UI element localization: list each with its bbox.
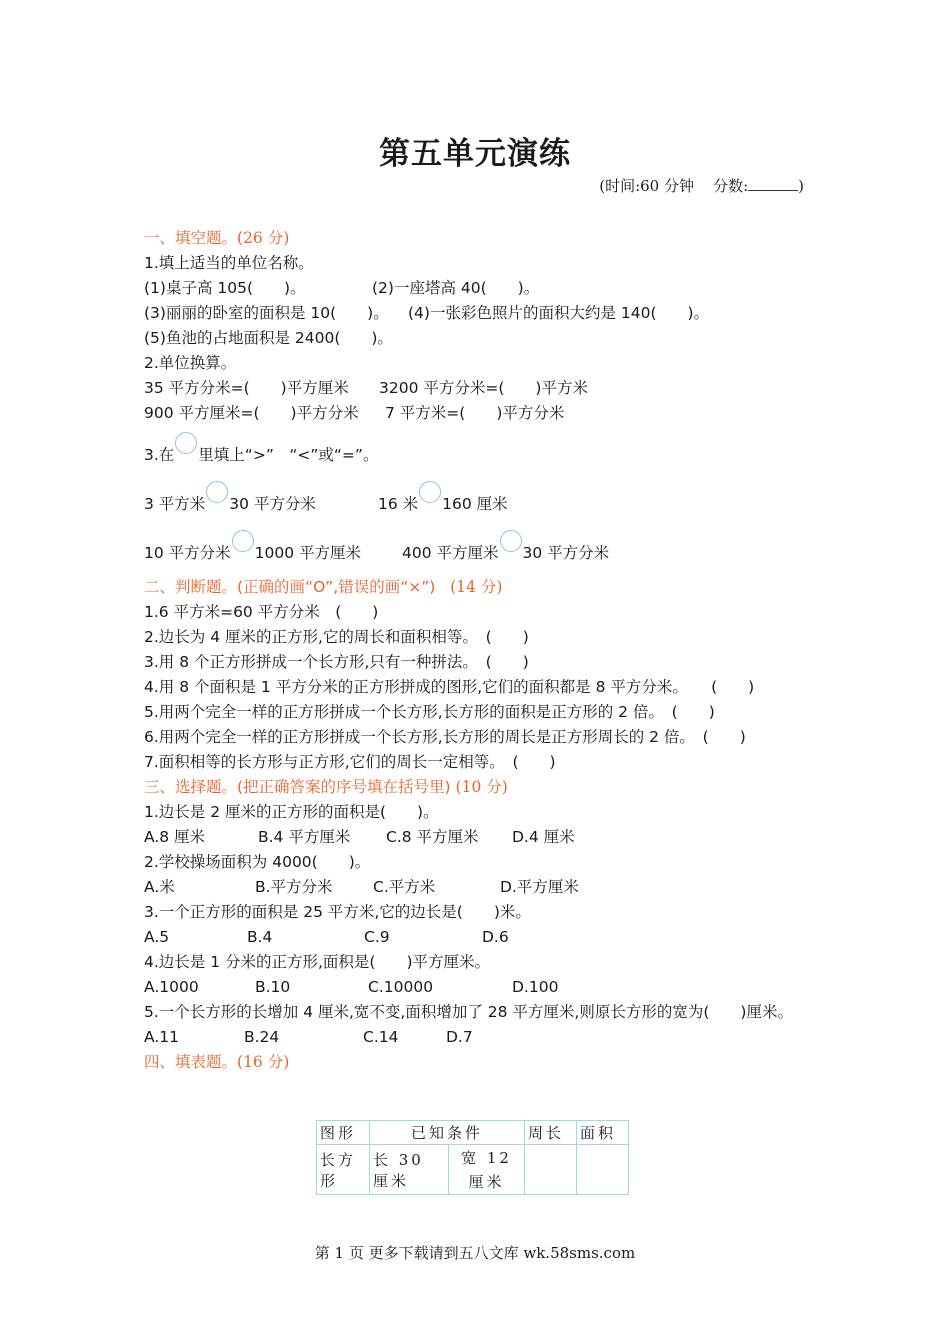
s1-q3: 3.在 里填上“>” “<”或“=”。 <box>144 432 824 457</box>
s3-q4-options <box>144 975 824 1000</box>
table-header: 已知条件 <box>370 1121 525 1145</box>
s2-item: 6.用两个完全一样的正方形拼成一个长方形,长方形的周长是正方形周长的 2 倍。 ( ) <box>144 728 746 746</box>
s2-item: 7.面积相等的长方形与正方形,它们的周长一定相等。 ( ) <box>144 753 556 771</box>
compare3-circle[interactable] <box>232 530 254 552</box>
table-header: 面积 <box>577 1121 629 1145</box>
score-blank[interactable] <box>748 176 798 191</box>
s3-q2-options <box>144 875 824 900</box>
meta-close: ) <box>798 177 804 195</box>
s1-q1-2: (2)一座塔高 40( )。 <box>372 279 540 297</box>
option: D.4 厘米 <box>512 828 575 846</box>
s1-q1-1: (1)桌子高 105( )。 <box>144 279 306 297</box>
page-title: 第五单元演练 <box>379 136 571 172</box>
section3-heading: 三、选择题。(把正确答案的序号填在括号里) (10 分) <box>144 778 508 796</box>
worksheet-content <box>144 226 824 1075</box>
s1-q2-row1 <box>144 376 824 401</box>
s3-q3-options <box>144 925 824 950</box>
compare1-circle[interactable] <box>206 481 228 503</box>
option: A.5 <box>144 928 170 946</box>
option: B.10 <box>255 978 291 996</box>
page-footer: 第 1 页 更多下载请到五八文库 wk.58sms.com <box>314 1244 636 1262</box>
perimeter-cell[interactable] <box>525 1145 577 1195</box>
s1-q1: 1.填上适当的单位名称。 <box>144 254 314 272</box>
s3-q2: 2.学校操场面积为 4000( )。 <box>144 853 371 871</box>
s1-compare-row2 <box>144 530 824 562</box>
s1-q1-3: (3)丽丽的卧室的面积是 10( )。 <box>144 304 389 322</box>
s1-q1-row1 <box>144 276 824 301</box>
section1-heading: 一、填空题。(26 分) <box>144 229 290 247</box>
section2-heading: 二、判断题。(正确的画“Ο”,错误的画“×”) (14 分) <box>144 578 503 596</box>
compare4-right: 30 平方分米 <box>522 544 610 562</box>
fill-table <box>316 1120 629 1195</box>
option: A.1000 <box>144 978 199 996</box>
s2-item: 4.用 8 个面积是 1 平方分米的正方形拼成的图形,它们的面积都是 8 平方分米。 ( ) <box>144 678 755 696</box>
option: A.11 <box>144 1028 179 1046</box>
s1-compare-row1 <box>144 481 824 513</box>
s3-q4: 4.边长是 1 分米的正方形,面积是( )平方厘米。 <box>144 953 491 971</box>
s1-q2-4: 7 平方米=( )平方分米 <box>385 404 565 422</box>
s2-item: 1.6 平方米=60 平方分米 ( ) <box>144 603 379 621</box>
option: D.6 <box>482 928 509 946</box>
time-label: (时间:60 分钟 <box>599 177 694 195</box>
option: A.8 厘米 <box>144 828 206 846</box>
s1-q2-row2 <box>144 401 824 426</box>
s1-q1-row2 <box>144 301 824 326</box>
s2-item: 3.用 8 个正方形拼成一个长方形,只有一种拼法。 ( ) <box>144 653 529 671</box>
s3-q5-options <box>144 1025 824 1050</box>
s1-q2-1: 35 平方分米=( )平方厘米 <box>144 379 349 397</box>
compare2-left: 16 米 <box>378 495 419 513</box>
table-cell: 长方形 <box>317 1145 370 1195</box>
s1-q2-3: 900 平方厘米=( )平方分米 <box>144 404 359 422</box>
table-cell: 长 30 厘米 <box>370 1145 449 1195</box>
s1-q2: 2.单位换算。 <box>144 354 237 372</box>
option: D.平方厘米 <box>500 878 579 896</box>
table-header-row <box>317 1121 629 1145</box>
option: A.米 <box>144 878 175 896</box>
s3-q3: 3.一个正方形的面积是 25 平方米,它的边长是( )米。 <box>144 903 531 921</box>
option: D.100 <box>512 978 559 996</box>
compare1-right: 30 平方分米 <box>229 495 316 513</box>
score-label: 分数: <box>713 177 749 195</box>
area-cell[interactable] <box>577 1145 629 1195</box>
option: C.14 <box>363 1028 399 1046</box>
option: C.10000 <box>368 978 434 996</box>
s3-q5: 5.一个长方形的长增加 4 厘米,宽不变,面积增加了 28 平方厘米,则原长方形的宽为( )厘米。 <box>144 1003 793 1021</box>
s1-q1-4: (4)一张彩色照片的面积大约是 140( )。 <box>408 304 710 322</box>
option: B.4 <box>247 928 273 946</box>
option: B.4 平方厘米 <box>258 828 351 846</box>
compare3-right: 1000 平方厘米 <box>254 544 362 562</box>
table-header: 图形 <box>317 1121 370 1145</box>
table-header: 周长 <box>525 1121 577 1145</box>
option: C.平方米 <box>373 878 436 896</box>
compare1-left: 3 平方米 <box>144 495 206 513</box>
option: C.8 平方厘米 <box>386 828 479 846</box>
option: B.24 <box>244 1028 280 1046</box>
circle-icon <box>175 432 197 454</box>
compare4-left: 400 平方厘米 <box>402 544 499 562</box>
meta-info <box>599 175 804 196</box>
s1-q1-5: (5)鱼池的占地面积是 2400( )。 <box>144 329 393 347</box>
table-cell: 宽 12 厘米 <box>449 1145 525 1195</box>
option: D.7 <box>446 1028 473 1046</box>
s3-q1-options <box>144 825 824 850</box>
compare2-right: 160 厘米 <box>442 495 508 513</box>
compare4-circle[interactable] <box>500 530 522 552</box>
compare2-circle[interactable] <box>419 481 441 503</box>
table-row <box>317 1145 629 1195</box>
s1-q2-2: 3200 平方分米=( )平方米 <box>379 379 588 397</box>
s2-item: 2.边长为 4 厘米的正方形,它的周长和面积相等。 ( ) <box>144 628 529 646</box>
compare3-left: 10 平方分米 <box>144 544 231 562</box>
s2-item: 5.用两个完全一样的正方形拼成一个长方形,长方形的面积是正方形的 2 倍。 ( ) <box>144 703 715 721</box>
option: B.平方分米 <box>255 878 333 896</box>
option: C.9 <box>364 928 390 946</box>
s3-q1: 1.边长是 2 厘米的正方形的面积是( )。 <box>144 803 439 821</box>
section4-heading: 四、填表题。(16 分) <box>144 1053 290 1071</box>
